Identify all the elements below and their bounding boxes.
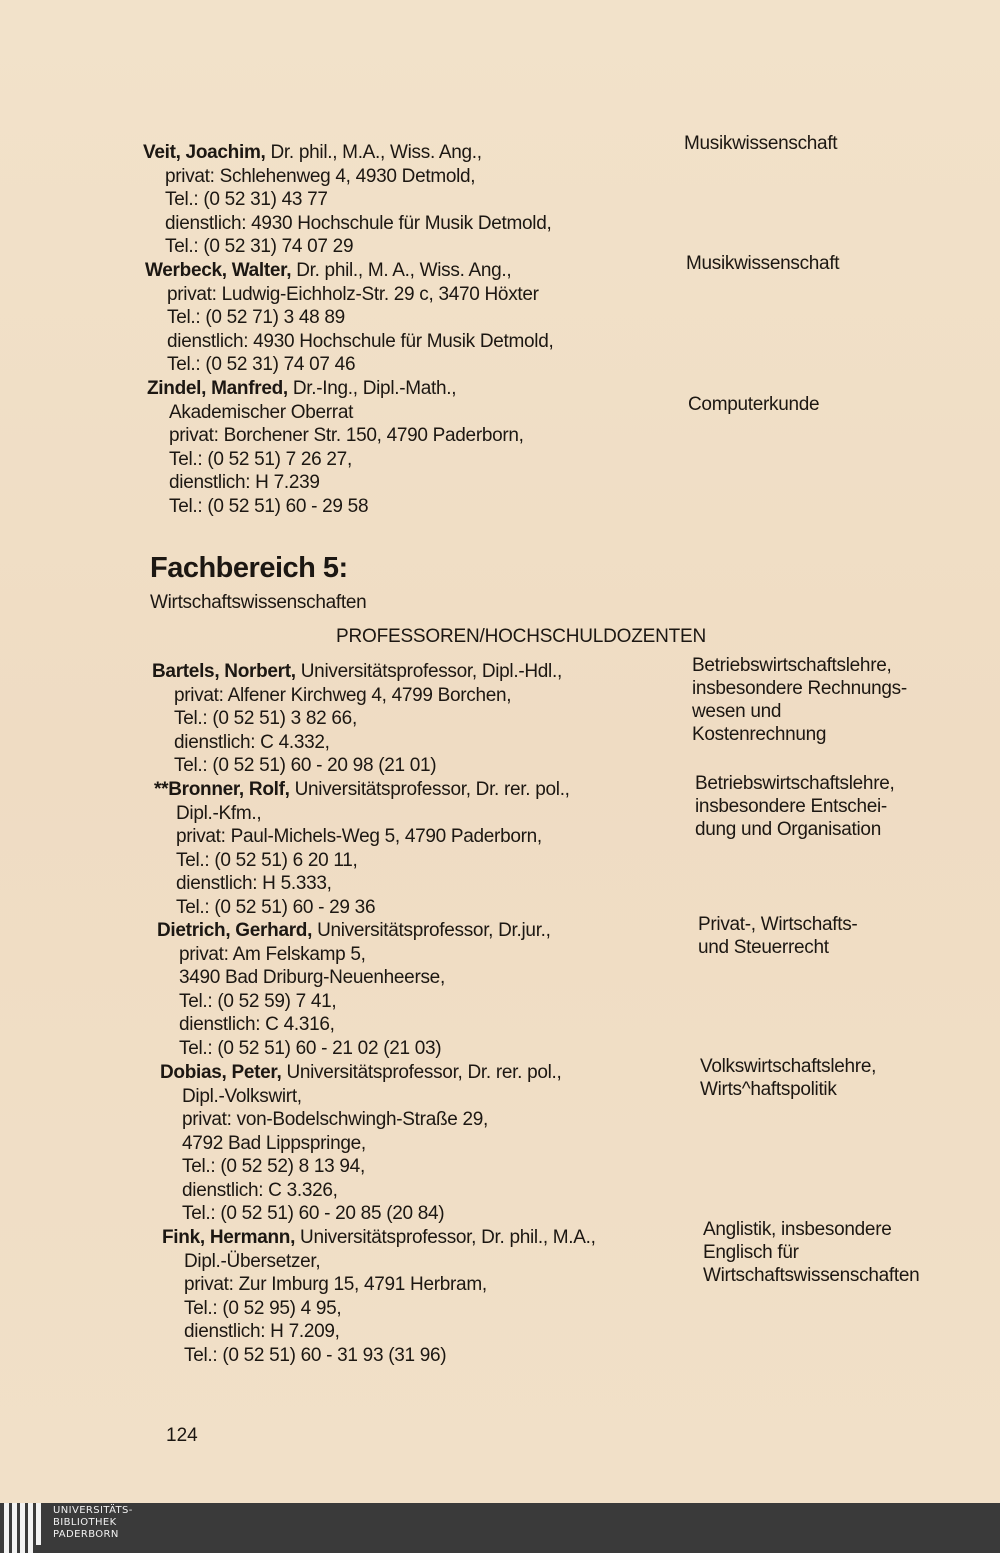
person-title: Universitätsprofessor, Dr. phil., M.A., — [295, 1227, 596, 1248]
entry-detail-line: 3490 Bad Driburg-Neuenheerse, — [179, 967, 445, 988]
section-heading: Fachbereich 5: — [150, 552, 348, 584]
entry-detail-line: Tel.: (0 52 51) 60 - 21 02 (21 03) — [179, 1037, 442, 1059]
person-name: Zindel, Manfred, — [147, 378, 288, 399]
entry-detail-line: dienstlich: 4930 Hochschule für Musik Detmold, — [167, 330, 554, 352]
subject-zindel — [688, 393, 819, 416]
person-name: Fink, Hermann, — [162, 1227, 296, 1248]
person-title: Universitätsprofessor, Dr. rer. pol., — [289, 779, 570, 800]
subject-line: Kostenrechnung — [692, 724, 827, 745]
entry-detail-line: privat: Am Felskamp 5, — [179, 943, 366, 965]
subject-veit — [684, 132, 837, 155]
person-name: **Bronner, Rolf, — [154, 779, 290, 800]
entry-detail-line: Dipl.-Volkswirt, — [182, 1085, 302, 1107]
entry-werbeck — [145, 259, 553, 377]
entry-detail-line: dienstlich: H 7.209, — [184, 1321, 340, 1342]
entry-detail-line: Tel.: (0 52 31) 43 77 — [165, 189, 328, 210]
entry-detail-line: privat: Alfener Kirchweg 4, 4799 Borchen, — [174, 684, 512, 706]
library-footer — [0, 1503, 1000, 1553]
subject-line: insbesondere Entschei- — [695, 796, 887, 817]
entry-bronner — [154, 778, 570, 919]
entry-detail-line: dienstlich: C 4.332, — [174, 731, 330, 753]
subject-line: Musikwissenschaft — [684, 133, 838, 154]
person-name: Werbeck, Walter, — [145, 260, 292, 281]
entry-detail-line: privat: Borchener Str. 150, 4790 Paderborn, — [169, 425, 524, 446]
entry-detail-line: dienstlich: C 3.326, — [182, 1179, 338, 1201]
person-title: Dr. phil., M.A., Wiss. Ang., — [265, 142, 482, 163]
entry-veit — [143, 141, 551, 259]
subject-line: Wirtschaftswissenschaften — [703, 1265, 920, 1286]
person-title: Dr.-Ing., Dipl.-Math., — [287, 378, 457, 399]
subject-dietrich — [698, 913, 857, 959]
entry-detail-line: Tel.: (0 52 51) 60 - 20 85 (20 84) — [182, 1203, 445, 1224]
entry-detail-line: privat: Ludwig-Eichholz-Str. 29 c, 3470 Höxter — [167, 283, 539, 305]
entry-detail-line: 4792 Bad Lippspringe, — [182, 1132, 366, 1154]
entry-detail-line: Tel.: (0 52 51) 60 - 29 58 — [169, 495, 369, 517]
subject-line: Musikwissenschaft — [686, 253, 840, 274]
subject-line: dung und Organisation — [695, 819, 881, 840]
entry-detail-line: Tel.: (0 52 31) 74 07 29 — [165, 236, 354, 257]
subject-line: Betriebswirtschaftslehre, — [692, 655, 892, 676]
entry-detail-line: Dipl.-Kfm., — [176, 802, 262, 824]
subject-line: Englisch für — [703, 1242, 799, 1263]
page-number: 124 — [166, 1425, 198, 1446]
person-name: Dobias, Peter, — [160, 1062, 282, 1083]
subject-bronner — [695, 772, 894, 841]
group-title: PROFESSOREN/HOCHSCHULDOZENTEN — [336, 626, 707, 647]
entry-detail-line: Tel.: (0 52 51) 60 - 29 36 — [176, 896, 376, 918]
person-name: Veit, Joachim, — [143, 142, 266, 163]
entry-heading-line — [145, 259, 553, 283]
library-logo-icon — [2, 1503, 46, 1553]
logo-line-2: BIBLIOTHEK — [53, 1517, 117, 1528]
entry-detail-line: Tel.: (0 52 51) 60 - 20 98 (21 01) — [174, 755, 437, 776]
subject-fink — [703, 1218, 919, 1287]
section-subheading: Wirtschaftswissenschaften — [150, 592, 367, 613]
entry-heading-line — [143, 141, 551, 165]
entry-zindel — [147, 377, 524, 518]
entry-detail-line: Tel.: (0 52 52) 8 13 94, — [182, 1156, 365, 1177]
entry-detail-line: Akademischer Oberrat — [169, 401, 354, 423]
entry-detail-line: dienstlich: C 4.316, — [179, 1014, 335, 1035]
entry-detail-line: Tel.: (0 52 59) 7 41, — [179, 990, 337, 1012]
entry-detail-line: Tel.: (0 52 51) 60 - 31 93 (31 96) — [184, 1344, 447, 1366]
subject-werbeck — [686, 252, 839, 275]
person-title: Universitätsprofessor, Dipl.-Hdl., — [295, 661, 562, 682]
entry-detail-line: privat: Schlehenweg 4, 4930 Detmold, — [165, 165, 476, 187]
subject-line: Volkswirtschaftslehre, — [700, 1056, 877, 1077]
entry-heading-line — [157, 919, 551, 943]
entry-heading-line — [154, 778, 570, 802]
entry-fink — [162, 1226, 596, 1367]
entry-detail-line: dienstlich: H 7.239 — [169, 472, 320, 493]
entry-detail-line: Tel.: (0 52 51) 6 20 11, — [176, 849, 358, 871]
person-title: Dr. phil., M. A., Wiss. Ang., — [291, 260, 512, 281]
entry-bartels — [152, 660, 562, 778]
entry-detail-line: Tel.: (0 52 51) 7 26 27, — [169, 448, 352, 470]
entry-detail-line: Tel.: (0 52 95) 4 95, — [184, 1297, 342, 1319]
subject-line: insbesondere Rechnungs- — [692, 678, 907, 699]
entry-detail-line: Tel.: (0 52 71) 3 48 89 — [167, 307, 345, 328]
entry-heading-line — [147, 377, 524, 401]
person-name: Dietrich, Gerhard, — [157, 920, 313, 941]
subject-line: Anglistik, insbesondere — [703, 1219, 892, 1240]
person-name: Bartels, Norbert, — [152, 661, 296, 682]
subject-line: und Steuerrecht — [698, 937, 829, 958]
entry-detail-line: Tel.: (0 52 51) 3 82 66, — [174, 708, 357, 729]
entry-heading-line — [162, 1226, 596, 1250]
subject-line: Betriebswirtschaftslehre, — [695, 773, 895, 794]
entry-detail-line: privat: Zur Imburg 15, 4791 Herbram, — [184, 1274, 487, 1295]
entry-dietrich — [157, 919, 551, 1060]
entry-heading-line — [160, 1061, 562, 1085]
subject-line: wesen und — [692, 701, 782, 722]
subject-bartels — [692, 654, 907, 746]
entry-detail-line: privat: Paul-Michels-Weg 5, 4790 Paderborn, — [176, 826, 542, 847]
person-title: Universitätsprofessor, Dr. rer. pol., — [281, 1062, 562, 1083]
entry-detail-line: Dipl.-Übersetzer, — [184, 1250, 321, 1272]
logo-line-3: PADERBORN — [53, 1529, 119, 1540]
library-logo-text — [53, 1505, 133, 1541]
entry-detail-line: Tel.: (0 52 31) 74 07 46 — [167, 354, 356, 375]
person-title: Universitätsprofessor, Dr.jur., — [312, 920, 551, 941]
entry-heading-line — [152, 660, 562, 684]
subject-line: Computerkunde — [688, 394, 820, 415]
entry-detail-line: dienstlich: H 5.333, — [176, 873, 332, 894]
subject-dobias — [700, 1055, 876, 1101]
subject-line: Privat-, Wirtschafts- — [698, 914, 858, 935]
entry-detail-line: dienstlich: 4930 Hochschule für Musik Detmold, — [165, 212, 552, 234]
entry-dobias — [160, 1061, 562, 1226]
entry-detail-line: privat: von-Bodelschwingh-Straße 29, — [182, 1109, 489, 1130]
subject-line: Wirts^haftspolitik — [700, 1079, 837, 1100]
logo-line-1: UNIVERSITÄTS- — [53, 1505, 133, 1516]
